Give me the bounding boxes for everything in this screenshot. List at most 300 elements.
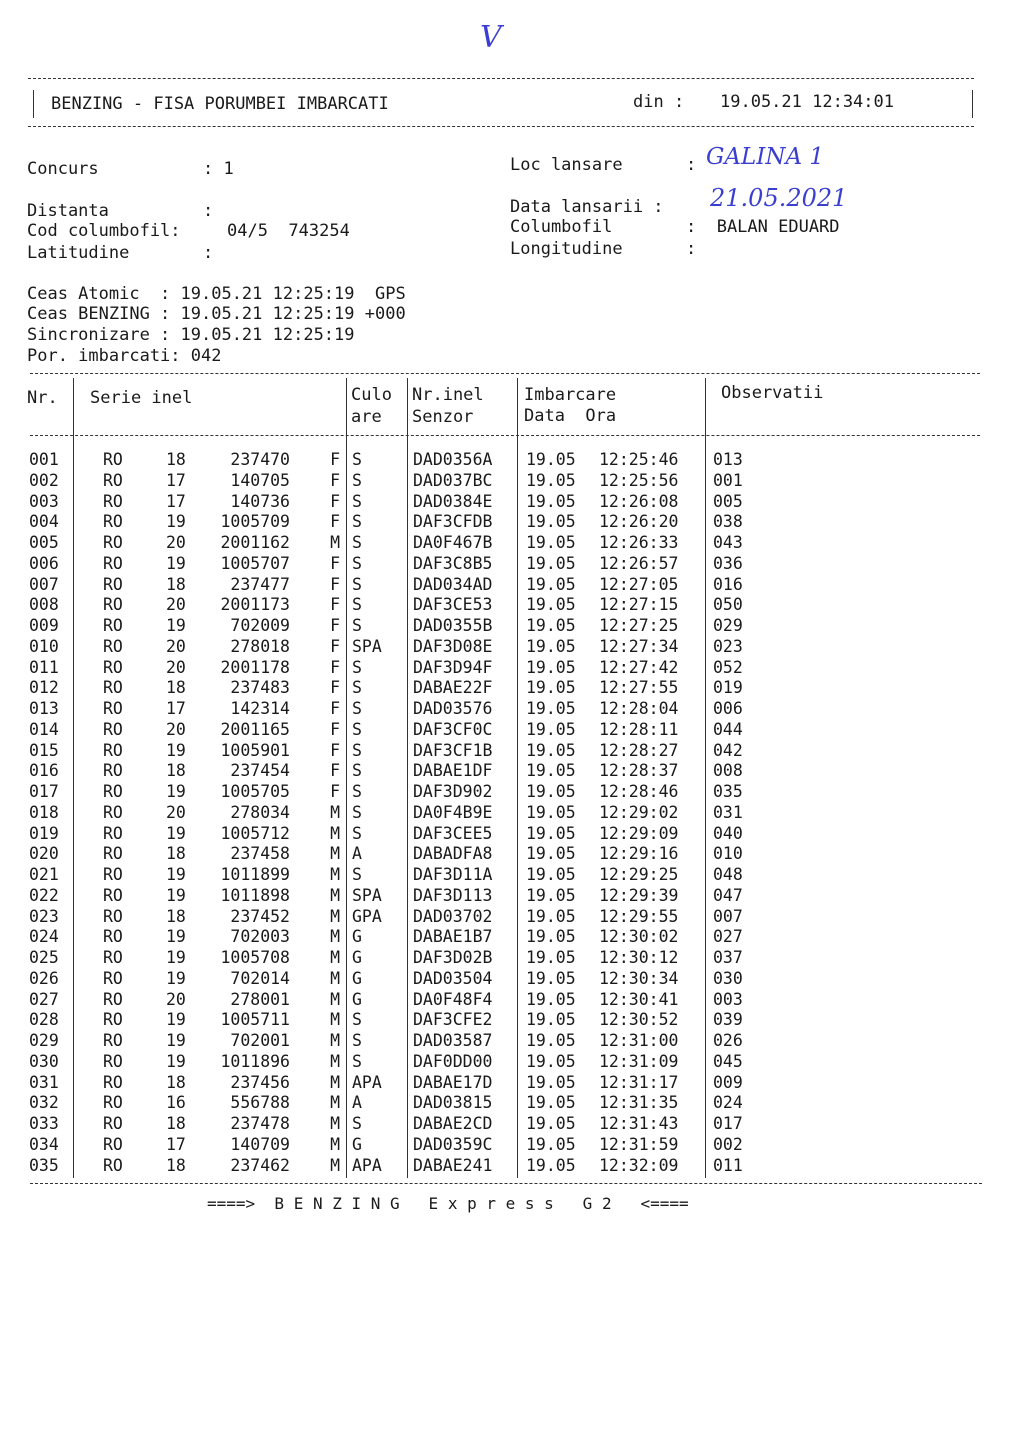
boarding-date: 19.05: [526, 470, 576, 490]
boarding-date: 19.05: [526, 657, 576, 677]
sex: F: [330, 657, 340, 677]
boarding-time: 12:32:09: [599, 1155, 679, 1175]
sincronizare: Sincronizare : 19.05.21 12:25:19: [27, 325, 355, 345]
ring-year: 17: [166, 491, 186, 511]
sensor-ring: DAF3CEE5: [413, 823, 493, 843]
boarding-time: 12:29:55: [599, 906, 679, 926]
row-number: 029: [29, 1031, 59, 1050]
table-row: [0, 699, 1024, 720]
boarding-date: 19.05: [526, 968, 576, 988]
sex: M: [330, 906, 340, 926]
color: S: [352, 553, 362, 573]
row-number: 025: [29, 948, 59, 967]
header-are: are: [351, 407, 382, 427]
cod-columbofil-value: 04/5 743254: [227, 221, 350, 241]
observation: 016: [713, 574, 743, 594]
ring-year: 19: [166, 968, 186, 988]
boarding-time: 12:28:11: [599, 719, 679, 739]
observation: 040: [713, 823, 743, 843]
row-number: 022: [29, 885, 59, 905]
sex: M: [330, 968, 340, 988]
color: S: [352, 574, 362, 594]
color: S: [352, 699, 362, 718]
color: S: [352, 823, 362, 843]
sensor-ring: DA0F467B: [413, 533, 493, 552]
table-row: [0, 471, 1024, 492]
table-row: [0, 554, 1024, 575]
sensor-ring: DAF3D94F: [413, 657, 493, 677]
ring-country: RO: [103, 657, 123, 677]
color: S: [352, 1051, 362, 1071]
porumbei-imbarcati: Por. imbarcati: 042: [27, 346, 222, 366]
data-lansarii-label: Data lansarii :: [510, 197, 664, 217]
sensor-ring: DABAE17D: [413, 1072, 493, 1092]
header-imbarcare: Imbarcare: [524, 385, 617, 405]
ring-country: RO: [103, 574, 123, 594]
row-number: 005: [29, 533, 59, 552]
sex: F: [330, 553, 340, 573]
ceas-atomic: Ceas Atomic : 19.05.21 12:25:19 GPS: [27, 284, 406, 304]
sex: M: [330, 1072, 340, 1092]
sex: M: [330, 1134, 340, 1154]
ring-country: RO: [103, 636, 123, 656]
sex: M: [330, 885, 340, 905]
table-row: [0, 720, 1024, 741]
sensor-ring: DABAE1DF: [413, 761, 493, 781]
boarding-time: 12:29:09: [599, 823, 679, 843]
table-row: [0, 907, 1024, 928]
row-number: 028: [29, 1010, 59, 1030]
table-row: [0, 616, 1024, 637]
ring-number: 1005711: [220, 1010, 290, 1030]
table-row: [0, 927, 1024, 948]
ring-country: RO: [103, 1051, 123, 1071]
row-number: 035: [29, 1155, 59, 1175]
color: S: [352, 719, 362, 739]
row-number: 012: [29, 678, 59, 698]
sensor-ring: DAD0356A: [413, 450, 493, 469]
sex: M: [330, 1010, 340, 1030]
observation: 037: [713, 948, 743, 967]
sex: F: [330, 636, 340, 656]
observation: 007: [713, 906, 743, 926]
color: A: [352, 844, 362, 864]
sensor-ring: DABAE22F: [413, 678, 493, 698]
observation: 024: [713, 1093, 743, 1113]
ring-country: RO: [103, 678, 123, 698]
sex: M: [330, 927, 340, 947]
ring-year: 20: [166, 533, 186, 552]
boarding-time: 12:31:35: [599, 1093, 679, 1113]
sex: M: [330, 1114, 340, 1133]
table-row: [0, 658, 1024, 679]
ring-year: 19: [166, 782, 186, 801]
color: S: [352, 450, 362, 469]
boarding-date: 19.05: [526, 450, 576, 469]
observation: 009: [713, 1072, 743, 1092]
boarding-time: 12:30:34: [599, 968, 679, 988]
table-row: [0, 990, 1024, 1011]
color: G: [352, 948, 362, 967]
sensor-ring: DAF3D11A: [413, 865, 493, 884]
boarding-date: 19.05: [526, 1093, 576, 1113]
color: A: [352, 1093, 362, 1113]
ring-number: 1005709: [220, 512, 290, 532]
sensor-ring: DAD037BC: [413, 470, 493, 490]
observation: 039: [713, 1010, 743, 1030]
boarding-time: 12:27:15: [599, 595, 679, 615]
row-number: 004: [29, 512, 59, 532]
ring-year: 20: [166, 719, 186, 739]
ring-number: 140736: [230, 491, 290, 511]
table-row: [0, 844, 1024, 865]
sensor-ring: DAF3CF1B: [413, 740, 493, 760]
observation: 038: [713, 512, 743, 532]
observation: 003: [713, 989, 743, 1009]
header-right-border: [972, 90, 973, 118]
ring-year: 19: [166, 1051, 186, 1071]
din-value: 19.05.21 12:34:01: [720, 92, 894, 112]
ring-country: RO: [103, 761, 123, 781]
sex: M: [330, 948, 340, 967]
color: G: [352, 989, 362, 1009]
concurs-value: : 1: [203, 159, 234, 179]
ring-number: 237477: [230, 574, 290, 594]
sex: F: [330, 512, 340, 532]
ring-country: RO: [103, 740, 123, 760]
header-culo: Culo: [351, 385, 392, 405]
sex: F: [330, 574, 340, 594]
ring-country: RO: [103, 1093, 123, 1113]
ring-number: 702001: [230, 1031, 290, 1050]
ring-number: 140705: [230, 470, 290, 490]
ring-year: 19: [166, 1031, 186, 1050]
table-row: [0, 512, 1024, 533]
ring-number: 140709: [230, 1134, 290, 1154]
observation: 030: [713, 968, 743, 988]
color: SPA: [352, 885, 382, 905]
table-row: [0, 1031, 1024, 1052]
ring-year: 20: [166, 802, 186, 822]
table-row: [0, 595, 1024, 616]
table-row: [0, 1093, 1024, 1114]
sex: M: [330, 802, 340, 822]
ring-year: 18: [166, 844, 186, 864]
sensor-ring: DAD03576: [413, 699, 493, 718]
boarding-date: 19.05: [526, 636, 576, 656]
ring-year: 19: [166, 553, 186, 573]
din-label: din :: [633, 92, 685, 112]
boarding-time: 12:31:09: [599, 1051, 679, 1071]
boarding-date: 19.05: [526, 948, 576, 967]
boarding-date: 19.05: [526, 1010, 576, 1030]
color: S: [352, 1010, 362, 1030]
ring-country: RO: [103, 865, 123, 884]
color: S: [352, 740, 362, 760]
header-data-ora: Data Ora: [524, 406, 617, 426]
ring-country: RO: [103, 719, 123, 739]
sex: M: [330, 533, 340, 552]
sex: M: [330, 1155, 340, 1175]
row-number: 034: [29, 1134, 59, 1154]
ring-country: RO: [103, 927, 123, 947]
sensor-ring: DAF3D902: [413, 782, 493, 801]
boarding-time: 12:27:55: [599, 678, 679, 698]
sensor-ring: DAF3CFDB: [413, 512, 493, 532]
observation: 011: [713, 1155, 743, 1175]
observation: 001: [713, 470, 743, 490]
color: S: [352, 1114, 362, 1133]
sensor-ring: DA0F4B9E: [413, 802, 493, 822]
boarding-time: 12:31:43: [599, 1114, 679, 1133]
ring-number: 1005712: [220, 823, 290, 843]
ring-year: 17: [166, 1134, 186, 1154]
ring-year: 20: [166, 636, 186, 656]
ring-number: 702003: [230, 927, 290, 947]
color: S: [352, 533, 362, 552]
sensor-ring: DABAE2CD: [413, 1114, 493, 1133]
color: S: [352, 802, 362, 822]
columbofil-value: : BALAN EDUARD: [686, 217, 840, 237]
observation: 047: [713, 885, 743, 905]
table-header-bottom-rule: [30, 435, 980, 436]
ring-number: 1005707: [220, 553, 290, 573]
table-row: [0, 575, 1024, 596]
header-left-border: [33, 90, 34, 118]
color: SPA: [352, 636, 382, 656]
sex: M: [330, 865, 340, 884]
header-nr: Nr.: [27, 388, 58, 408]
ring-number: 237478: [230, 1114, 290, 1133]
color: S: [352, 616, 362, 635]
color: S: [352, 678, 362, 698]
ring-country: RO: [103, 1114, 123, 1133]
observation: 052: [713, 657, 743, 677]
color: S: [352, 657, 362, 677]
boarding-date: 19.05: [526, 989, 576, 1009]
ring-year: 18: [166, 761, 186, 781]
sex: M: [330, 823, 340, 843]
observation: 043: [713, 533, 743, 552]
ring-year: 19: [166, 885, 186, 905]
boarding-date: 19.05: [526, 1072, 576, 1092]
boarding-date: 19.05: [526, 927, 576, 947]
ring-country: RO: [103, 553, 123, 573]
observation: 002: [713, 1134, 743, 1154]
boarding-date: 19.05: [526, 844, 576, 864]
sensor-ring: DAD0359C: [413, 1134, 493, 1154]
boarding-date: 19.05: [526, 699, 576, 718]
header-observatii: Observatii: [721, 383, 824, 403]
footer-banner: ====> B E N Z I N G E x p r e s s G 2 <====: [207, 1194, 689, 1213]
ring-year: 18: [166, 574, 186, 594]
table-row: [0, 533, 1024, 554]
ring-number: 1005901: [220, 740, 290, 760]
boarding-time: 12:29:16: [599, 844, 679, 864]
boarding-date: 19.05: [526, 553, 576, 573]
row-number: 017: [29, 782, 59, 801]
ring-number: 278018: [230, 636, 290, 656]
columbofil-label: Columbofil: [510, 217, 613, 237]
table-row: [0, 824, 1024, 845]
ring-year: 18: [166, 678, 186, 698]
boarding-time: 12:29:39: [599, 885, 679, 905]
boarding-time: 12:31:17: [599, 1072, 679, 1092]
boarding-time: 12:28:46: [599, 782, 679, 801]
boarding-time: 12:26:20: [599, 512, 679, 532]
observation: 006: [713, 699, 743, 718]
boarding-time: 12:25:56: [599, 470, 679, 490]
latitudine-label: Latitudine: [27, 243, 130, 263]
boarding-time: 12:31:59: [599, 1134, 679, 1154]
sensor-ring: DAF3D113: [413, 885, 493, 905]
ring-number: 237456: [230, 1072, 290, 1092]
data-lansarii-value: 21.05.2021: [710, 184, 848, 212]
observation: 050: [713, 595, 743, 615]
ring-year: 20: [166, 989, 186, 1009]
ring-country: RO: [103, 968, 123, 988]
table-row: [0, 1010, 1024, 1031]
boarding-date: 19.05: [526, 802, 576, 822]
sensor-ring: DA0F48F4: [413, 989, 493, 1009]
boarding-time: 12:30:41: [599, 989, 679, 1009]
row-number: 019: [29, 823, 59, 843]
table-row: [0, 782, 1024, 803]
boarding-date: 19.05: [526, 1155, 576, 1175]
table-row: [0, 865, 1024, 886]
ring-year: 18: [166, 1114, 186, 1133]
ring-number: 278034: [230, 802, 290, 822]
ring-number: 142314: [230, 699, 290, 718]
boarding-time: 12:26:33: [599, 533, 679, 552]
row-number: 011: [29, 657, 59, 677]
observation: 027: [713, 927, 743, 947]
row-number: 006: [29, 553, 59, 573]
ring-country: RO: [103, 512, 123, 532]
color: APA: [352, 1155, 382, 1175]
color: G: [352, 1134, 362, 1154]
boarding-date: 19.05: [526, 823, 576, 843]
ring-year: 18: [166, 1072, 186, 1092]
ring-number: 2001165: [220, 719, 290, 739]
ring-year: 17: [166, 470, 186, 490]
row-number: 010: [29, 636, 59, 656]
latitudine-value: :: [203, 243, 214, 263]
boarding-time: 12:30:02: [599, 927, 679, 947]
table-row: [0, 1135, 1024, 1156]
boarding-time: 12:27:25: [599, 616, 679, 635]
row-number: 001: [29, 450, 59, 469]
boarding-date: 19.05: [526, 782, 576, 801]
ring-year: 19: [166, 927, 186, 947]
color: S: [352, 782, 362, 801]
row-number: 008: [29, 595, 59, 615]
sex: M: [330, 1051, 340, 1071]
row-number: 002: [29, 470, 59, 490]
ring-country: RO: [103, 802, 123, 822]
ring-year: 19: [166, 865, 186, 884]
header-senzor: Senzor: [412, 407, 474, 427]
ring-number: 702014: [230, 968, 290, 988]
color: S: [352, 512, 362, 532]
ring-year: 18: [166, 1155, 186, 1175]
boarding-date: 19.05: [526, 574, 576, 594]
ring-year: 20: [166, 657, 186, 677]
sex: F: [330, 450, 340, 469]
table-row: [0, 969, 1024, 990]
longitudine-label: Longitudine: [510, 239, 623, 259]
boarding-date: 19.05: [526, 512, 576, 532]
sensor-ring: DAF3C8B5: [413, 553, 493, 573]
boarding-date: 19.05: [526, 906, 576, 926]
row-number: 031: [29, 1072, 59, 1092]
sex: F: [330, 616, 340, 635]
ring-year: 19: [166, 823, 186, 843]
ring-country: RO: [103, 533, 123, 552]
ring-country: RO: [103, 470, 123, 490]
ring-year: 19: [166, 948, 186, 967]
ring-country: RO: [103, 699, 123, 718]
row-number: 018: [29, 802, 59, 822]
distanta-value: :: [203, 201, 214, 221]
row-number: 023: [29, 906, 59, 926]
row-number: 032: [29, 1093, 59, 1113]
row-number: 014: [29, 719, 59, 739]
observation: 005: [713, 491, 743, 511]
observation: 026: [713, 1031, 743, 1050]
row-number: 026: [29, 968, 59, 988]
observation: 023: [713, 636, 743, 656]
ring-number: 237483: [230, 678, 290, 698]
observation: 035: [713, 782, 743, 801]
sex: F: [330, 719, 340, 739]
row-number: 003: [29, 491, 59, 511]
boarding-date: 19.05: [526, 865, 576, 884]
sex: M: [330, 1093, 340, 1113]
sensor-ring: DAF3CF0C: [413, 719, 493, 739]
sex: M: [330, 844, 340, 864]
table-row: [0, 761, 1024, 782]
color: S: [352, 865, 362, 884]
boarding-date: 19.05: [526, 1031, 576, 1050]
ring-number: 2001173: [220, 595, 290, 615]
observation: 031: [713, 802, 743, 822]
sex: F: [330, 740, 340, 760]
ring-number: 237470: [230, 450, 290, 469]
cod-columbofil-label: Cod columbofil:: [27, 221, 181, 241]
sensor-ring: DAF3D02B: [413, 948, 493, 967]
observation: 010: [713, 844, 743, 864]
concurs-label: Concurs: [27, 159, 99, 179]
loc-lansare-label: Loc lansare: [510, 155, 623, 175]
observation: 036: [713, 553, 743, 573]
observation: 008: [713, 761, 743, 781]
sensor-ring: DAD03587: [413, 1031, 493, 1050]
sex: F: [330, 678, 340, 698]
observation: 042: [713, 740, 743, 760]
ring-country: RO: [103, 782, 123, 801]
boarding-date: 19.05: [526, 533, 576, 552]
sex: M: [330, 1031, 340, 1050]
observation: 029: [713, 616, 743, 635]
color: G: [352, 968, 362, 988]
table-row: [0, 1156, 1024, 1177]
longitudine-value: :: [686, 239, 697, 259]
boarding-time: 12:28:37: [599, 761, 679, 781]
boarding-date: 19.05: [526, 1114, 576, 1133]
ring-year: 19: [166, 740, 186, 760]
sex: M: [330, 989, 340, 1009]
